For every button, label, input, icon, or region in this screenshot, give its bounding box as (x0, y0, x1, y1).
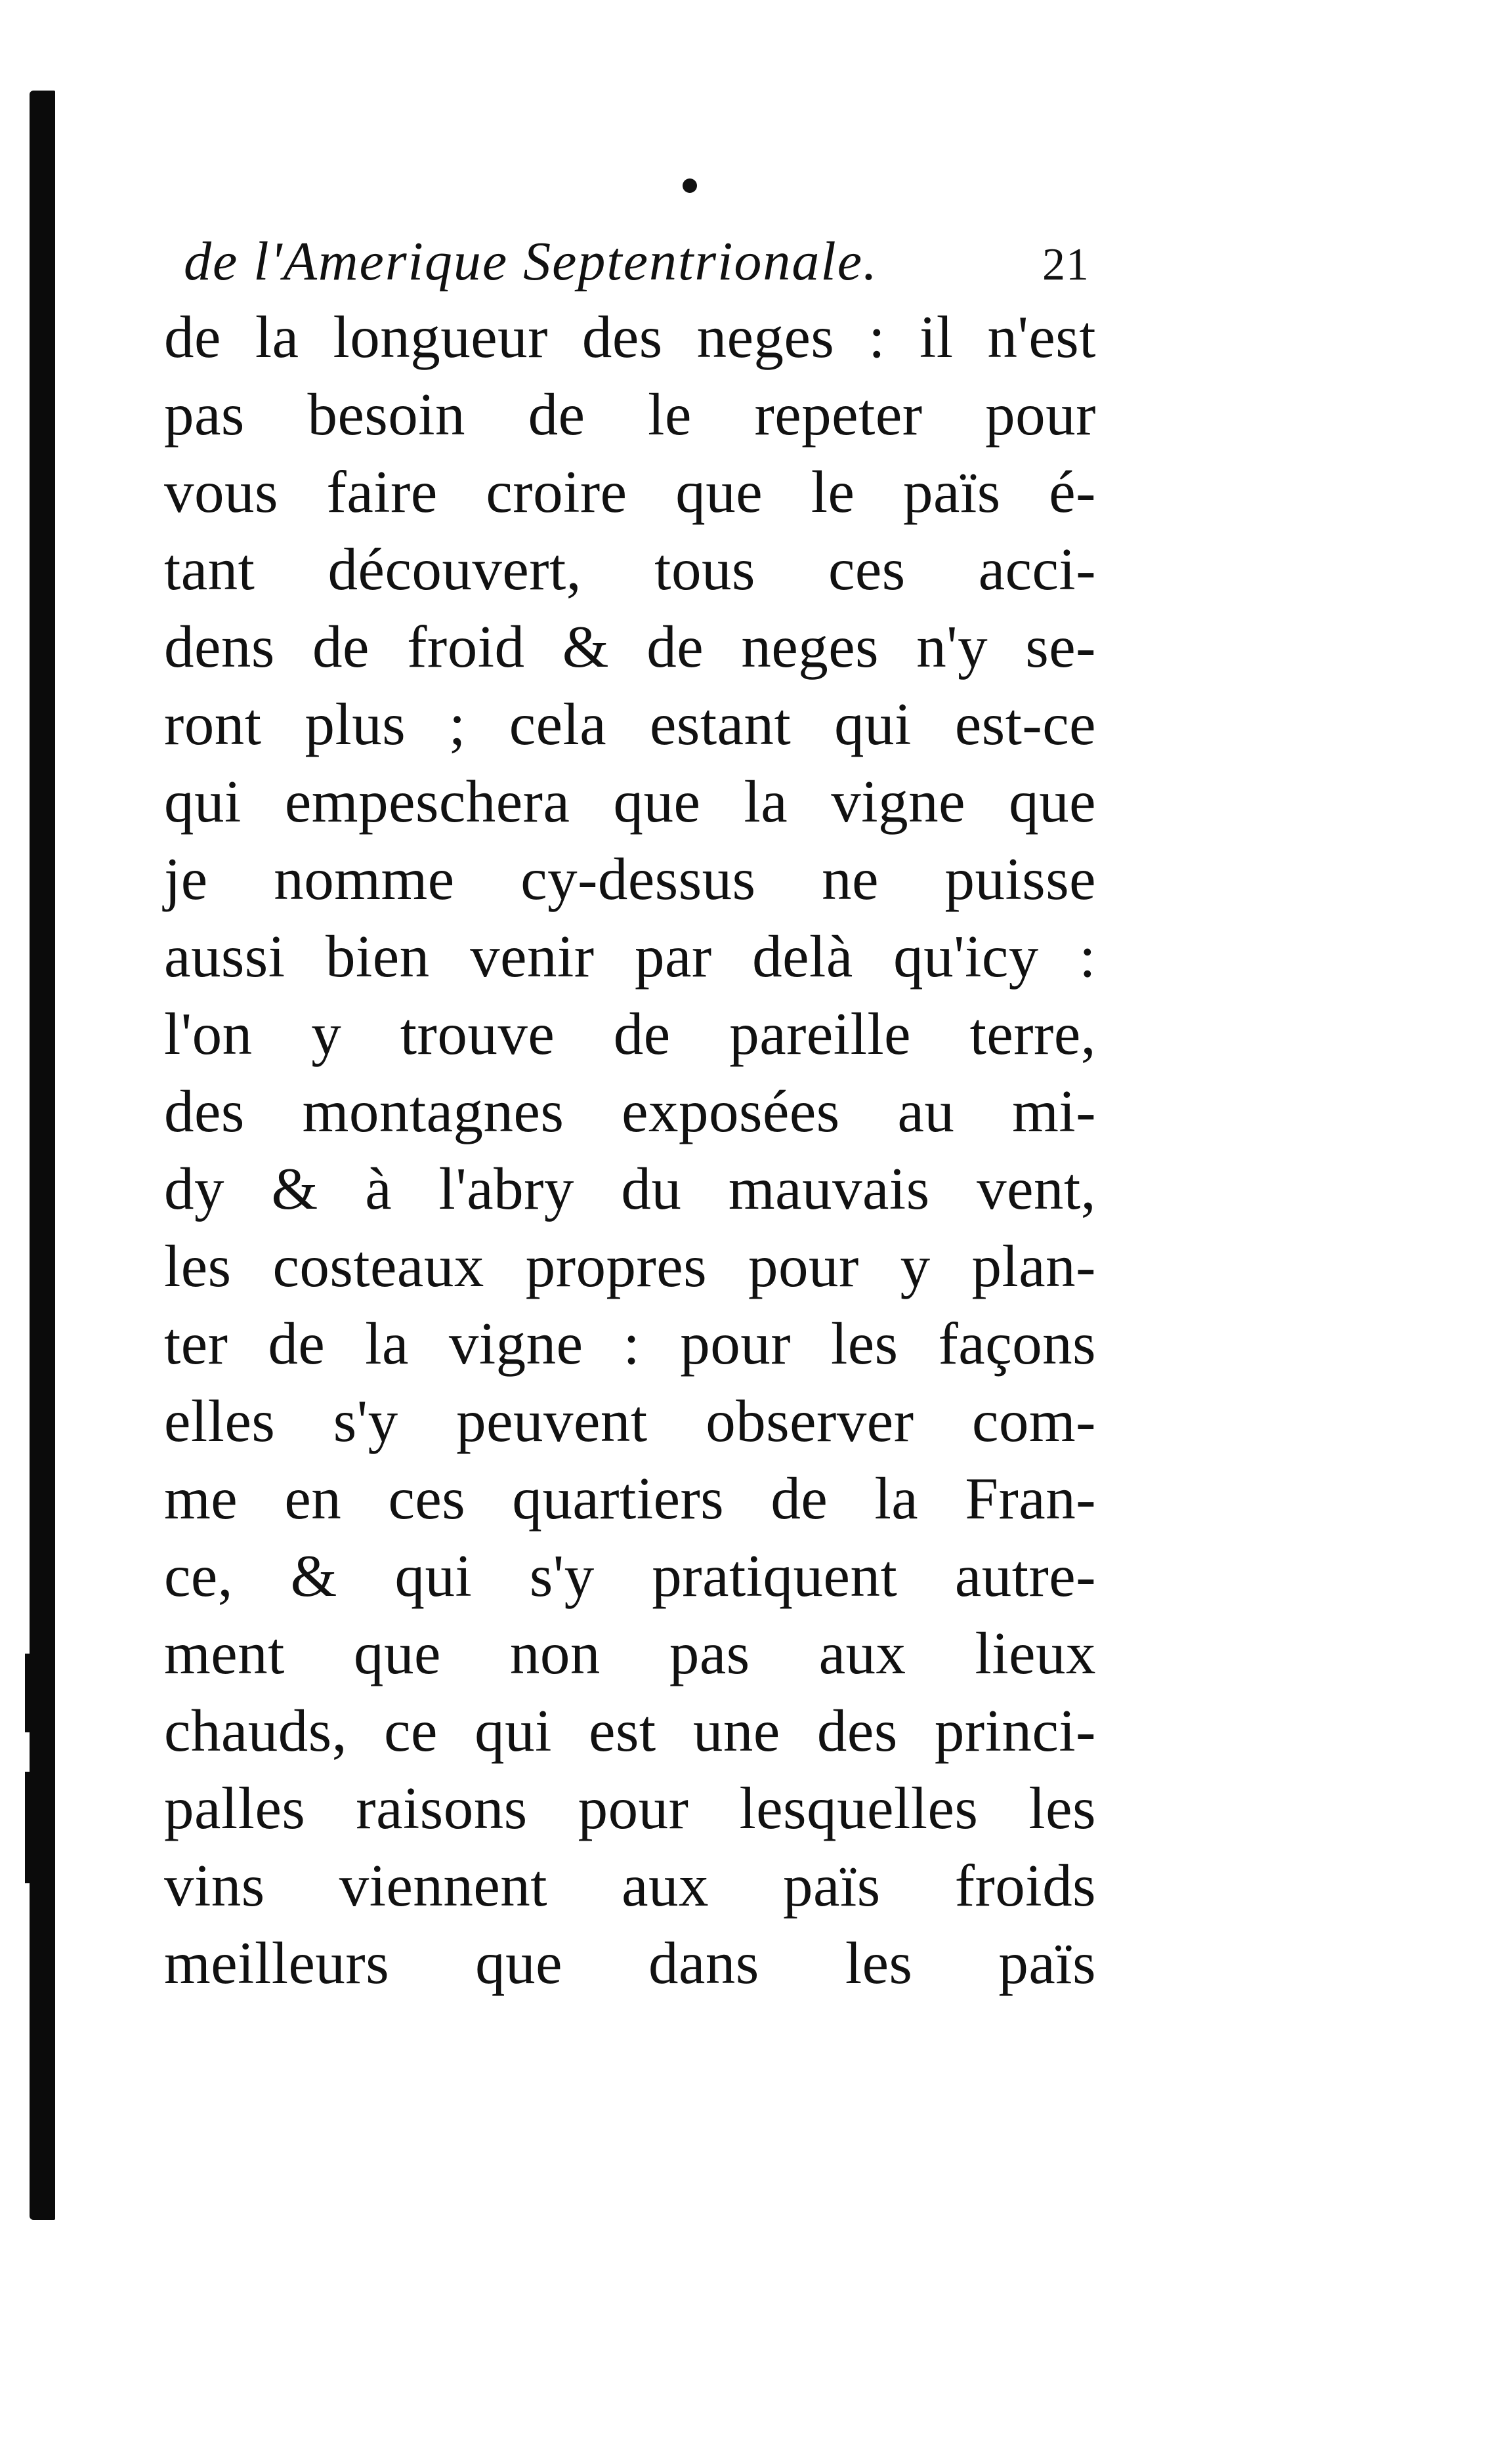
text-line: ment que non pas aux lieux (164, 1620, 1096, 1686)
text-line: je nomme cy-dessus ne puisse (164, 846, 1096, 912)
text-line: l'on y trouve de pareille terre, (164, 1001, 1096, 1067)
text-line: qui empeschera que la vigne que (164, 768, 1096, 835)
text-line: tant découvert, tous ces acci- (164, 536, 1096, 602)
text-line: palles raisons pour lesquelles les (164, 1775, 1096, 1841)
ink-dot (683, 178, 697, 193)
text-line: ce, & qui s'y pratiquent autre- (164, 1543, 1096, 1609)
running-head (184, 230, 1089, 295)
running-title: de l'Amerique Septentrionale. (184, 231, 879, 292)
page-number: 21 (1042, 240, 1089, 290)
text-line: dy & à l'abry du mauvais vent, (164, 1156, 1096, 1222)
text-line: ter de la vigne : pour les façons (164, 1310, 1096, 1377)
text-line: dens de froid & de neges n'y se- (164, 614, 1096, 680)
text-line: vins viennent aux païs froids (164, 1852, 1096, 1919)
binding-notch (25, 1772, 37, 1883)
text-line: meilleurs que dans les païs (164, 1930, 1096, 1996)
text-line: des montagnes exposées au mi- (164, 1078, 1096, 1144)
text-line: les costeaux propres pour y plan- (164, 1233, 1096, 1299)
text-line: me en ces quartiers de la Fran- (164, 1465, 1096, 1532)
text-line: vous faire croire que le païs é- (164, 459, 1096, 525)
text-line: pas besoin de le repeter pour (164, 381, 1096, 448)
binding-edge (30, 91, 55, 2220)
body-text (164, 299, 1096, 2002)
text-line: elles s'y peuvent observer com- (164, 1388, 1096, 1454)
text-line: chauds, ce qui est une des princi- (164, 1698, 1096, 1764)
text-line: de la longueur des neges : il n'est (164, 304, 1096, 370)
text-line: aussi bien venir par delà qu'icy : (164, 923, 1096, 990)
binding-notch (25, 1654, 37, 1732)
text-line: ront plus ; cela estant qui est-ce (164, 691, 1096, 757)
